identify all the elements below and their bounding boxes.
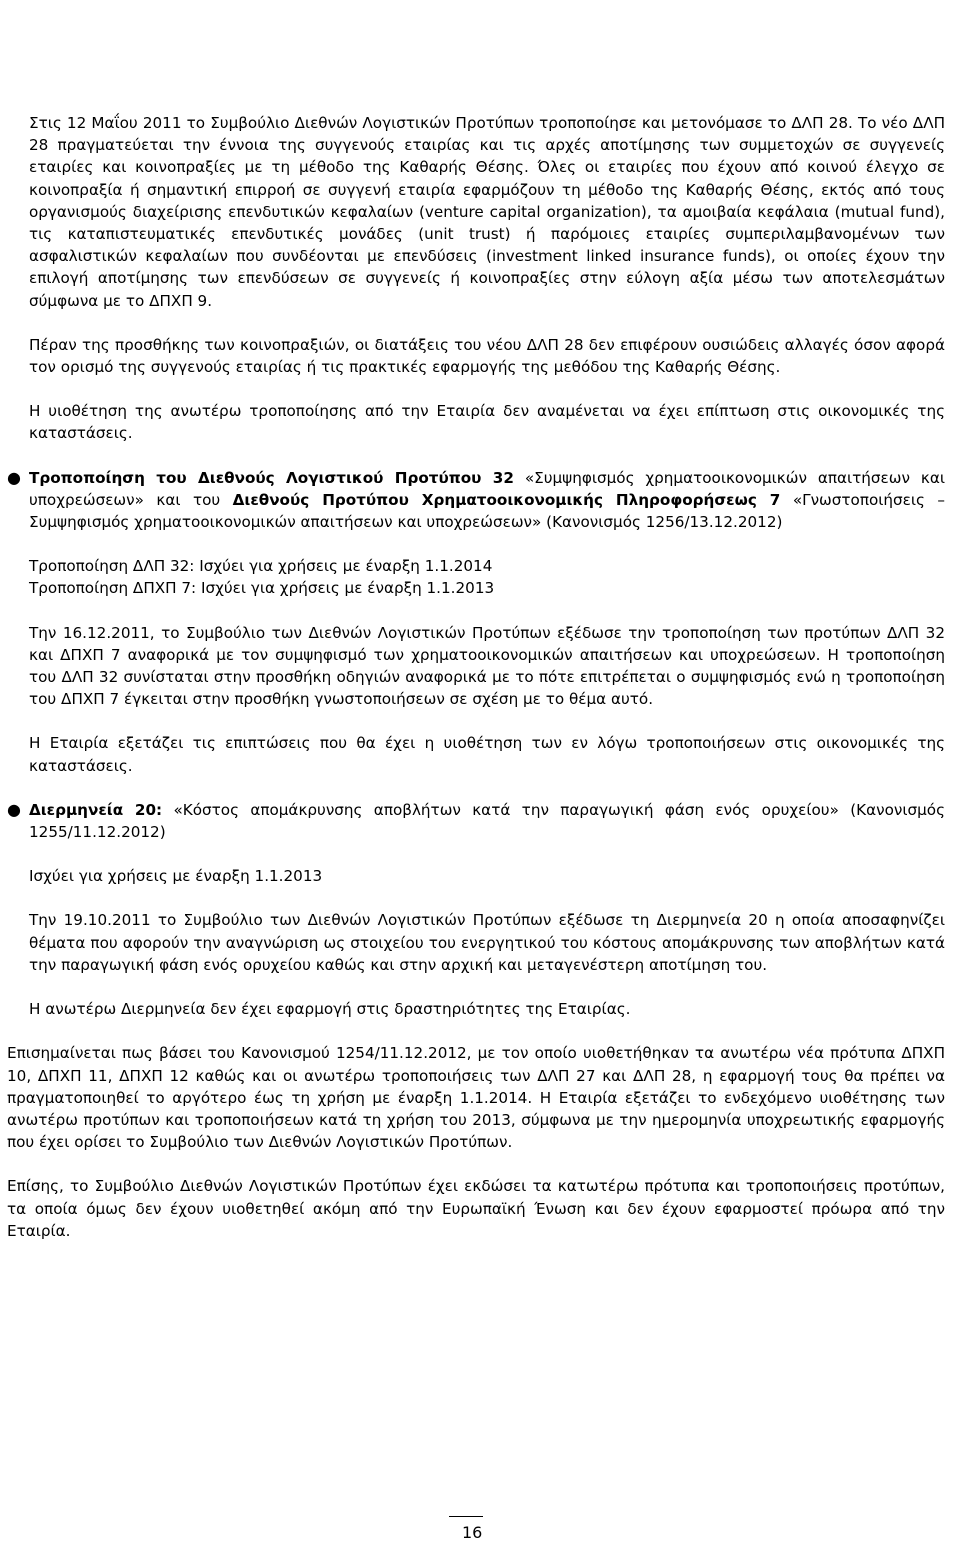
- ias32-bold-title: Τροποποίηση του Διεθνούς Λογιστικού Προτύπου 32: [29, 468, 514, 487]
- document-body: [7, 112, 945, 1242]
- ifric20-heading: [29, 799, 945, 843]
- ias32-effective-1: Τροποποίηση ΔΛΠ 32: Ισχύει για χρήσεις με έναρξη 1.1.2014: [29, 557, 493, 576]
- header-company: ALPHA LEASING A.E.: [8, 0, 163, 17]
- ifric20-bold-title: Διερμηνεία 20:: [29, 800, 163, 819]
- header-title: ΟΙΚΟΝΟΜΙΚΕΣ ΚΑΤΑΣΤΑΣΕΙΣ: [8, 17, 218, 34]
- ifric20-paragraph-1: Την 19.10.2011 το Συμβούλιο των Διεθνών Λογιστικών Προτύπων εξέδωσε τη Διερμηνεία 20 η οποία αποσαφηνίζει θέματα που αφορούν την αναγνώριση ως στοιχείου του ενεργητικού του κόστους απομάκρυνσης των αποβλήτων κατά την παραγωγική φάση ενός ορυχείου καθώς και στην αρχική και μεταγενέστερη αποτίμηση του.: [29, 911, 945, 974]
- page-header: [8, 0, 217, 51]
- ifrs7-bold-title: Διεθνούς Προτύπου Χρηματοοικονομικής Πληροφορήσεως 7: [232, 490, 781, 509]
- closing-paragraph-1: Επισημαίνεται πως βάσει του Κανονισμού 1254/11.12.2012, με τον οποίο υιοθετήθηκαν τα ανωτέρω νέα πρότυπα ΔΠΧΠ 10, ΔΠΧΠ 11, ΔΠΧΠ 12 καθώς και οι ανωτέρω τροποποιήσεις των ΔΛΠ 27 και ΔΛΠ 28, η εφαρμογή τους θα πρέπει να πραγματοποιηθεί το αργότερο έως τη χρήση με έναρξη 1.1.2014. Η Εταιρία εξετάζει το ενδεχόμενο υιοθέτησης των ανωτέρω προτύπων και τροποποιήσεων κατά τη χρήση του 2013, σύμφωνα με την ημερομηνία υποχρεωτικής εφαρμογής που έχει ορίσει το Συμβούλιο των Διεθνών Λογιστικών Προτύπων.: [7, 1044, 945, 1152]
- ias32-bullet: [7, 467, 945, 534]
- header-date-sup: ης: [57, 33, 68, 43]
- header-date-prefix: ΤΗΣ 31: [8, 34, 58, 51]
- header-date: [8, 34, 217, 51]
- ifric20-paragraph-2: Η ανωτέρω Διερμηνεία δεν έχει εφαρμογή στις δραστηριότητες της Εταιρίας.: [29, 1000, 631, 1019]
- ias28-paragraph-3: Η υιοθέτηση της ανωτέρω τροποποίησης από την Εταιρία δεν αναμένεται να έχει επίπτωση στις οικονομικές της καταστάσεις.: [29, 402, 945, 443]
- ias28-paragraph-2: Πέραν της προσθήκης των κοινοπραξιών, οι διατάξεις του νέου ΔΛΠ 28 δεν επιφέρουν ουσιώδεις αλλαγές όσον αφορά τον ορισμό της συγγενούς εταιρίας ή τις πρακτικές εφαρμογής της μεθόδου της Καθαρής Θέσης.: [29, 335, 945, 377]
- bullet-icon: ●: [7, 799, 21, 819]
- ias32-paragraph-2: Η Εταιρία εξετάζει τις επιπτώσεις που θα έχει η υιοθέτηση των εν λόγω τροποποιήσεων στις οικονομικές της καταστάσεις.: [29, 734, 945, 775]
- ias32-effective-2: Τροποποίηση ΔΠΧΠ 7: Ισχύει για χρήσεις με έναρξη 1.1.2013: [29, 579, 495, 598]
- ias32-paragraph-1: Την 16.12.2011, το Συμβούλιο των Διεθνών Λογιστικών Προτύπων εξέδωσε την τροποποίηση των προτύπων ΔΛΠ 32 και ΔΠΧΠ 7 αναφορικά με τον συμψηφισμό των χρηματοοικονομικών απαιτήσεων και υποχρεώσεων. Η τροποποίηση του ΔΛΠ 32 συνίσταται στην προσθήκη οδηγιών αναφορικά με το πότε επιτρέπεται ο συμψηφισμός ενώ η τροποποίηση του ΔΠΧΠ 7 έγκειται στην προσθήκη γνωστοποιήσεων σε σχέση με το θέμα αυτό.: [29, 623, 945, 709]
- header-date-suffix: ΔΕΚΕΜΒΡΙΟΥ 2012: [68, 34, 209, 51]
- page-number-rule: [449, 1516, 483, 1517]
- bullet-icon: ●: [7, 467, 21, 487]
- ias28-paragraph-1: Στις 12 Μαΐου 2011 το Συμβούλιο Διεθνών Λογιστικών Προτύπων τροποποίησε και μετονόμασε το ΔΛΠ 28. Το νέο ΔΛΠ 28 πραγματεύεται την έννοια της συγγενούς εταιρίας και τις αρχές αποτίμησης των συμμετοχών σε συγγενείς εταιρίες και κοινοπραξίες με τη μέθοδο της Καθαρής Θέσης. Όλες οι εταιρίες που έχουν από κοινού έλεγχο σε κοινοπραξία ή σημαντική επιρροή σε συγγενή εταιρία εφαρμόζουν τη μέθοδο της Καθαρής Θέσης, εκτός από τους οργανισμούς διαχείρισης επενδυτικών κεφαλαίων (venture capital organization), τα αμοιβαία κεφάλαια (mutual fund), τις καταπιστευματικές επενδυτικές μονάδες (unit trust) ή παρόμοιες εταιρίες συμπεριλαμβανομένων των ασφαλιστικών κεφαλαίων που συνδέονται με επενδύσεις (investment linked insurance funds), οι οποίες έχουν την επιλογή αποτίμησης των επενδύσεων σε συγγενείς ή κοινοπραξίες στην εύλογη αξία μέσω των αποτελεσμάτων σύμφωνα με το ΔΠΧΠ 9.: [29, 114, 945, 310]
- closing-paragraph-2: Επίσης, το Συμβούλιο Διεθνών Λογιστικών Προτύπων έχει εκδώσει τα κατωτέρω πρότυπα και τροποποιήσεις προτύπων, τα οποία όμως δεν έχουν υιοθετηθεί ακόμη από την Ευρωπαϊκή Ένωση και δεν έχουν εφαρμοστεί πρόωρα από την Εταιρία.: [7, 1177, 945, 1240]
- ias32-text-1: «Συμψηφισμός χρηματοοικονομικών απαιτήσεων και υποχρεώσεων» και του: [29, 468, 945, 509]
- page-number: 16: [462, 1523, 483, 1542]
- ifric20-effective: Ισχύει για χρήσεις με έναρξη 1.1.2013: [29, 867, 323, 886]
- ifric20-bullet: [7, 799, 945, 843]
- ias32-heading: [29, 467, 945, 534]
- ifric20-text: «Κόστος απομάκρυνσης αποβλήτων κατά την παραγωγική φάση ενός ορυχείου» (Κανονισμός 1255/11.12.2012): [29, 800, 945, 842]
- ias32-text-2: «Γνωστοποιήσεις – Συμψηφισμός χρηματοοικονομικών απαιτήσεων και υποχρεώσεων» (Κανονισμός 1256/13.12.2012): [29, 490, 945, 532]
